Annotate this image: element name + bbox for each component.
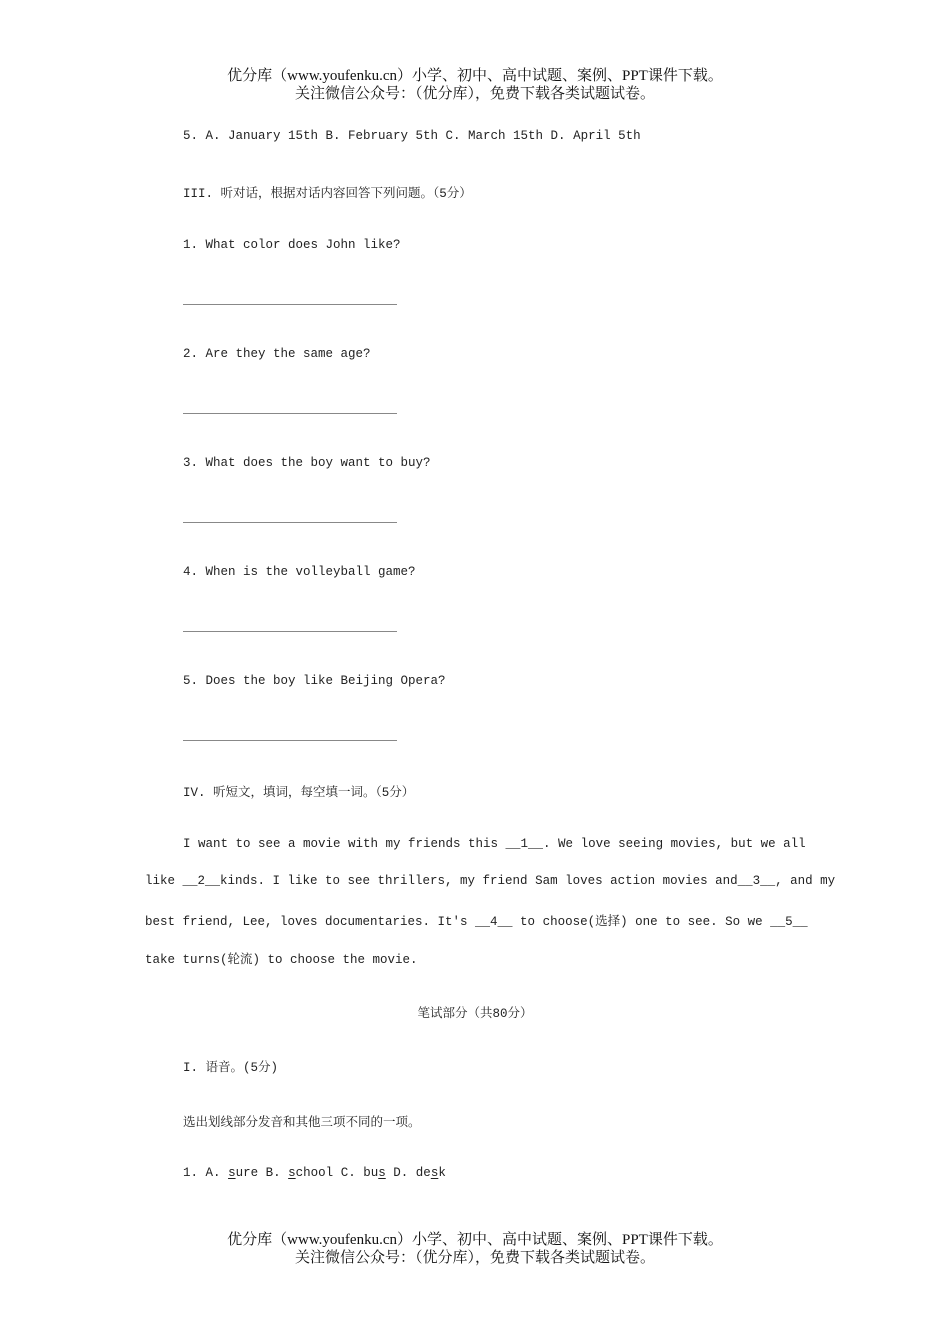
option-d-label: D. — [393, 1166, 409, 1180]
listening-question-4: 4. When is the volleyball game? — [183, 565, 416, 579]
answer-line-5[interactable] — [183, 740, 397, 741]
header-line-2: 关注微信公众号：（优分库），免费下载各类试题试卷。 — [294, 86, 655, 102]
question-5-options: 5. A. January 15th B. February 5th C. March 15th D. April 5th — [183, 129, 641, 143]
footer-line-1: 优分库（www.youfenku.cn）小学、初中、高中试题、案例、PPT课件下载。 — [227, 1232, 723, 1248]
written-section-1-title: I. 语音。(5分) — [183, 1061, 279, 1075]
passage-line-4: take turns(轮流) to choose the movie. — [145, 953, 418, 967]
passage-line-2: like __2__kinds. I like to see thrillers, my friend Sam loves action movies and__3__, and my — [145, 874, 836, 888]
option-c-word: bus — [363, 1166, 386, 1180]
answer-line-1[interactable] — [183, 304, 397, 305]
footer-line-2: 关注微信公众号：（优分库），免费下载各类试题试卷。 — [294, 1250, 655, 1266]
option-a-label: A. — [205, 1166, 221, 1180]
page-header — [0, 67, 950, 103]
header-line-1: 优分库（www.youfenku.cn）小学、初中、高中试题、案例、PPT课件下载。 — [227, 68, 723, 84]
underlined-letter: s — [378, 1166, 386, 1180]
option-d-word: desk — [415, 1166, 446, 1180]
listening-question-2: 2. Are they the same age? — [183, 347, 371, 361]
option-a-word: sure — [228, 1166, 259, 1180]
underlined-letter: s — [228, 1166, 236, 1180]
written-part-title: 笔试部分（共80分） — [417, 1007, 533, 1021]
phonetics-question-1 — [183, 1166, 446, 1180]
answer-line-2[interactable] — [183, 413, 397, 414]
underlined-letter: s — [288, 1166, 296, 1180]
option-c-label: C. — [340, 1166, 356, 1180]
listening-question-5: 5. Does the boy like Beijing Opera? — [183, 674, 446, 688]
answer-line-4[interactable] — [183, 631, 397, 632]
section-4-title: IV. 听短文，填词，每空填一词。（5分） — [183, 786, 415, 800]
listening-question-1: 1. What color does John like? — [183, 238, 401, 252]
passage-line-3: best friend, Lee, loves documentaries. It's __4__ to choose(选择) one to see. So we __5__ — [145, 915, 808, 929]
option-b-label: B. — [265, 1166, 281, 1180]
question-number: 1. — [183, 1166, 199, 1180]
page-footer — [0, 1231, 950, 1267]
passage-line-1: I want to see a movie with my friends this __1__. We love seeing movies, but we all — [183, 837, 806, 851]
section-3-title: III. 听对话，根据对话内容回答下列问题。（5分） — [183, 187, 472, 201]
phonetics-instruction: 选出划线部分发音和其他三项不同的一项。 — [183, 1116, 421, 1130]
answer-line-3[interactable] — [183, 522, 397, 523]
option-b-word: school — [288, 1166, 334, 1180]
underlined-letter: s — [430, 1166, 439, 1180]
listening-question-3: 3. What does the boy want to buy? — [183, 456, 431, 470]
